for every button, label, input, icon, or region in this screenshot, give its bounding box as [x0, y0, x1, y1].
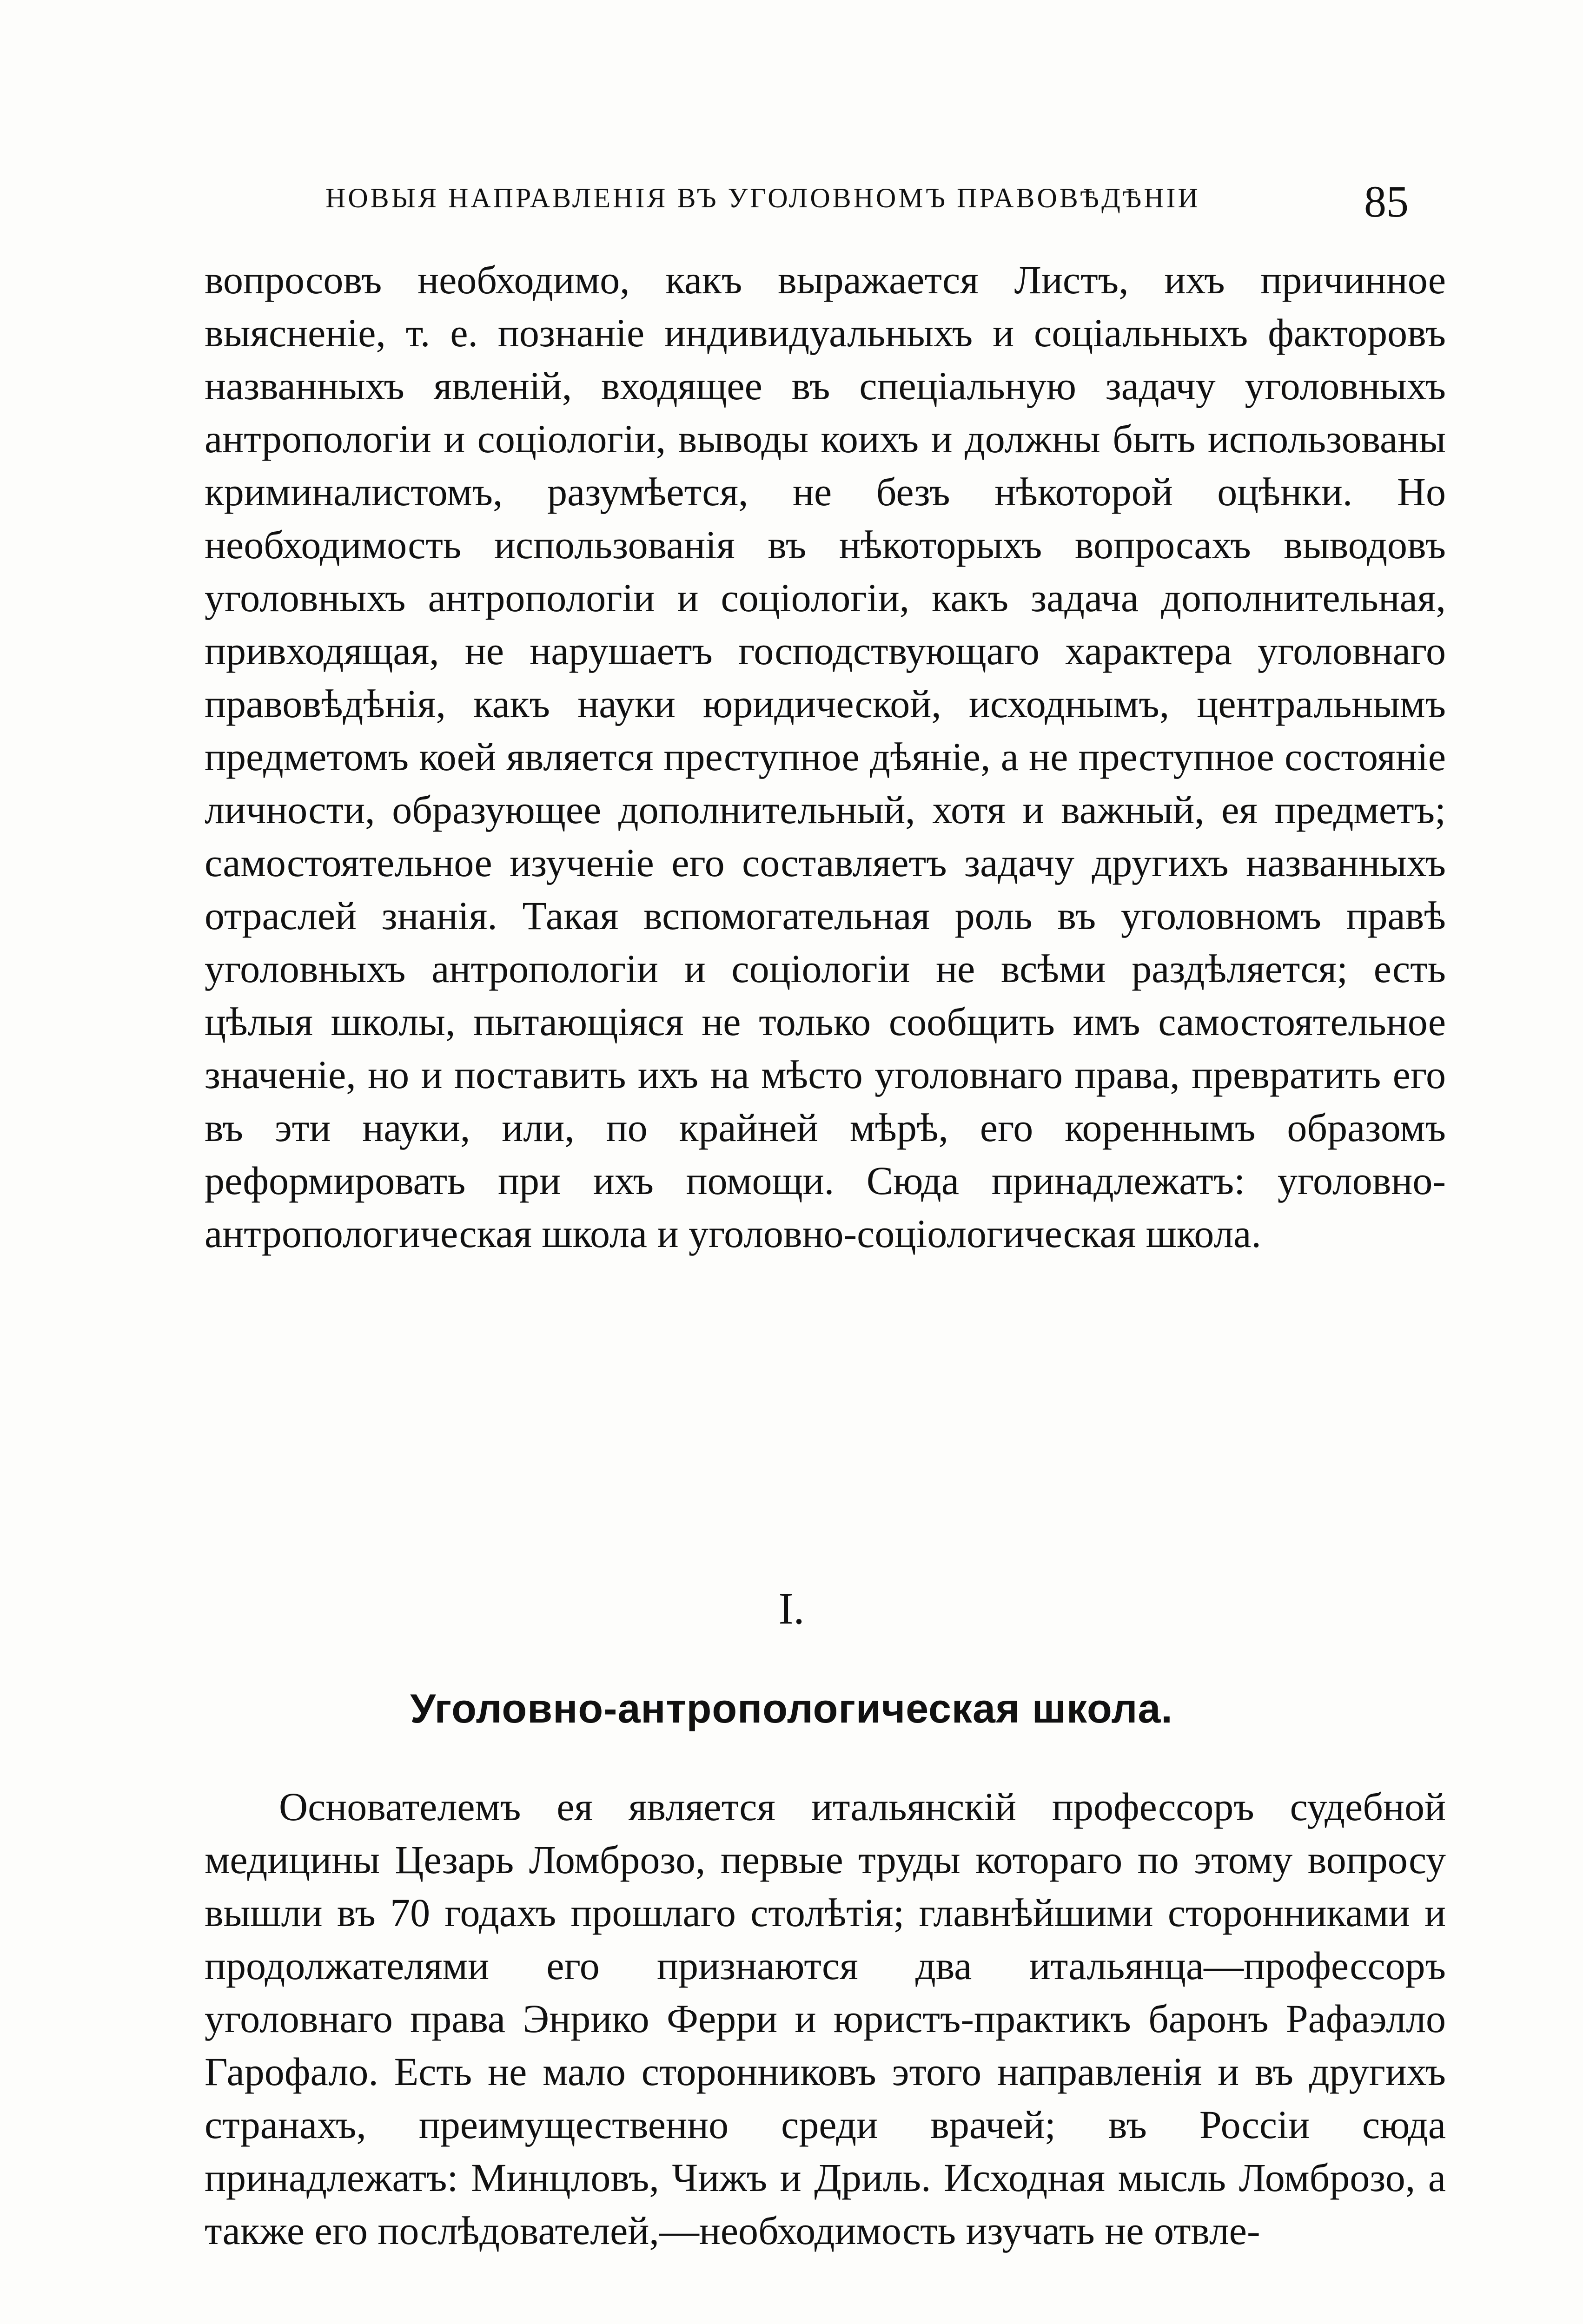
paragraph-continued	[205, 253, 1446, 1260]
running-head	[325, 176, 1409, 227]
section-number: I.	[778, 1584, 805, 1633]
running-title: НОВЫЯ НАПРАВЛЕНІЯ ВЪ УГОЛОВНОМЪ ПРАВОВѢДѢНІИ	[325, 183, 1200, 213]
paragraph-section-start	[205, 1780, 1446, 2257]
paragraph-text: Основателемъ ея является итальянскій профессоръ судебной медицины Цезарь Ломброзо, первые труды котораго по этому вопросу вышли въ 70 годахъ прошлаго столѣтія; главнѣйшими сторонниками и продолжателями его признаются два итальянца—профессоръ уголовнаго права Энрико Ферри и юристъ-практикъ баронъ Рафаэлло Гарофало. Есть не мало сторонниковъ этого направленія и въ другихъ странахъ, преимущественно среди врачей; въ Россіи сюда принадлежатъ: Минцловъ, Чижъ и Дриль. Исходная мысль Ломброзо, а также его послѣдователей,—необходимость изучать не отвле-	[205, 1784, 1446, 2253]
page-number: 85	[1364, 177, 1409, 226]
section-title: Уголовно-антропологическая школа.	[410, 1685, 1173, 1731]
paragraph-text: вопросовъ необходимо, какъ выражается Листъ, ихъ причинное выясненіе, т. е. познаніе индивидуальныхъ и соціальныхъ факторовъ названныхъ явленій, входящее въ спеціальную задачу уголовныхъ антропологіи и соціологіи, выводы коихъ и должны быть использованы криминалистомъ, разумѣется, не безъ нѣкоторой оцѣнки. Но необходимость использованія въ нѣкоторыхъ вопросахъ выводовъ уголовныхъ антропологіи и соціологіи, какъ задача дополнительная, привходящая, не нарушаетъ господствующаго характера уголовнаго правовѣдѣнія, какъ науки юридической, исходнымъ, центральнымъ предметомъ коей является преступное дѣяніе, а не преступное состояніе личности, образующее дополнительный, хотя и важный, ея предметъ; самостоятельное изученіе его составляетъ задачу другихъ названныхъ отраслей знанія. Такая вспомогательная роль въ уголовномъ правѣ уголовныхъ антропологіи и соціологіи не всѣми раздѣляется; есть цѣлыя школы, пытающіяся не только сообщить имъ самостоятельное значеніе, но и поставить ихъ на мѣсто уголовнаго права, превратить его въ эти науки, или, по крайней мѣрѣ, его кореннымъ образомъ реформировать при ихъ помощи. Сюда принадлежатъ: уголовно-антропологическая школа и уголовно-соціологическая школа.	[205, 257, 1446, 1256]
